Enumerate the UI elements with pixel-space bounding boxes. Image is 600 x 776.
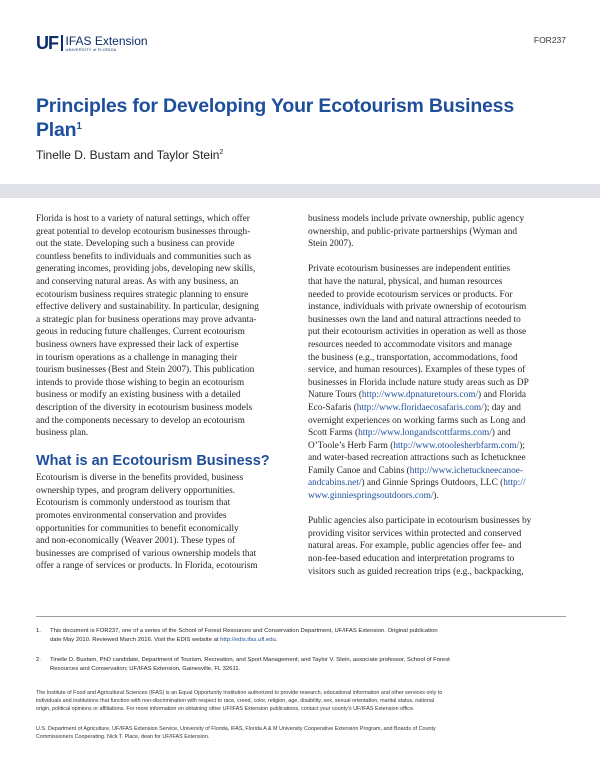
private-businesses-paragraph: Private ecotourism businesses are independent entities that have the natural, physical, and human resources needed to provide ecotourism services or products. For instance, individuals with private ownership of ecotourism businesses own the land and natural attractions needed to put their ecotourism activities in operation as well as those resources needed to accommodate visitors and manage the business (e.g., transportation, accommodations, food service, and human resources). Examples of these types of businesses in Florida include nature study areas such as DP Nature Tours (http://www.dpnaturetours.com/) and Florida Eco-Safaris (http://www.floridaecosafaris.com/); day and overnight experiences on working farms such as Long and Scott Farms (http://www.longandscottfarms.com/) and O’Toole’s Herb Farm (http://www.otoolesherbfarm.com/); and water-based recreation attractions such as Ichetucknee Family Canoe and Cabins (http://www.ichetuckneecanoe- andcabins.net/) and Ginnie Springs Outdoors, LLC (http:// www.ginniespringsoutdoors.com/). (308, 264, 529, 502)
link-dpnaturetours[interactable]: http://www.dpnaturetours.com/ (361, 390, 479, 401)
equal-opportunity-statement: The Institute of Food and Agricultural Sciences (IFAS) is an Equal Opportunity Institution authorized to provide research, educational information and other services only to individuals and institutions that function with non-discrimination with respect to race, creed, color, religion, age, disability, sex, sexual orientation, marital status, national origin, political opinions or affiliations. For more information on obtaining other UF/IFAS Extension publications, contact your county’s UF/IFAS Extension office. (36, 690, 443, 712)
publication-number: FOR237 (533, 35, 566, 45)
cooperating-statement: U.S. Department of Agriculture, UF/IFAS Extension Service, University of Florida, IFAS, Florida A & M University Cooperative Extension Program, and Boards of County Commissioners Cooperating. Nick T. Place, dean for UF/IFAS Extension. (36, 726, 436, 740)
footnote-2: 2. Tinelle D. Bustam, PhD candidate, Department of Tourism, Recreation, and Sport Management; and Taylor V. Stein, associate professor, School of Forest Resources and Conservation; UF/IFAS Extension, Gainesville, FL 32611. (36, 657, 450, 672)
document-title: Principles for Developing Your Ecotourism Business Plan$^1$ (36, 95, 514, 141)
header-divider-band (0, 184, 600, 198)
link-longandscottfarms[interactable]: http://www.longandscottfarms.com/ (358, 428, 492, 439)
ownership-paragraph: business models include private ownership, public agency ownership, and public-private partnerships (Wyman and Stein 2007). (308, 214, 525, 250)
logo-university-text: UNIVERSITY of FLORIDA (65, 46, 117, 52)
link-ichetuckneecanoe-cont[interactable]: andcabins.net/ (308, 478, 362, 489)
section-paragraph: Ecotourism is diverse in the benefits provided, business ownership types, and program delivery opportunities. Ecotourism is commonly understood as tourism that promotes environmental conservation and provides opportunities for communities to benefit economically and non-economically (Weaver 2001). These types of businesses are comprised of various ownership models that offer a range of services or products. In Florida, ecotourism (36, 473, 258, 572)
logo-uf-mark: UF (36, 33, 58, 53)
link-floridaecosafaris[interactable]: http://www.floridaecosafaris.com/ (356, 402, 484, 413)
footnote-1: 1. This document is FOR237, one of a series of the School of Forest Resources and Conservation Department, UF/IFAS Extension. Original publication date May 2010. Reviewed March 2016. Visit the EDIS website at http://edis.ifas.ufl.edu. (36, 628, 438, 643)
link-ichetuckneecanoe[interactable]: http://www.ichetuckneecanoe- (409, 465, 523, 476)
page-header (36, 34, 566, 54)
section-heading: What is an Ecotourism Business? (36, 453, 270, 470)
link-edis[interactable]: http://edis.ifas.ufl.edu (220, 636, 276, 643)
public-agencies-paragraph: Public agencies also participate in ecotourism businesses by providing visitor services within protected and conserved natural areas. For example, public agencies offer fee- and non-fee-based education and interpretation programs to visitors such as guided recreation trips (e.g., backpacking, (308, 516, 532, 577)
title-footnote-mark: 1 (76, 121, 82, 132)
footnote-rule (36, 616, 566, 617)
intro-paragraph: Florida is host to a variety of natural settings, which offer great potential to develop ecotourism businesses through- out the state. Developing such a business can provide countless benefits to individuals and communities such as generating incomes, providing jobs, developing new skills, and conserving natural areas. As with any business, an ecotourism business requires strategic planning to ensure effective delivery and sustainability. In particular, designing a strategic plan for business operations may prove advanta- geous in reducing future challenges. Current ecotourism business owners have expressed their lack of expertise in tourism operations as a challenge in managing their tourism businesses (Best and Stein 2007). This publication intends to provide those wishing to begin an ecotourism business or modify an existing business with a detailed description of the diversity in ecotourism business models and the components necessary to develop an ecotourism business plan. (36, 214, 259, 439)
logo-divider (61, 35, 63, 51)
link-otoolesherbfarm[interactable]: http://www.otoolesherbfarm.com/ (393, 440, 520, 451)
link-ginniesprings[interactable]: http:// (503, 478, 526, 489)
link-ginniesprings-cont[interactable]: www.ginniespringsoutdoors.com/ (308, 491, 434, 502)
authors: Tinelle D. Bustam and Taylor Stein$^2$ (36, 148, 224, 162)
logo-ifas-text: IFAS Extension (65, 33, 148, 48)
authors-footnote-mark: 2 (219, 149, 224, 156)
body-column-left (36, 213, 286, 586)
uf-ifas-logo (36, 34, 148, 52)
body-column-right (308, 213, 570, 591)
